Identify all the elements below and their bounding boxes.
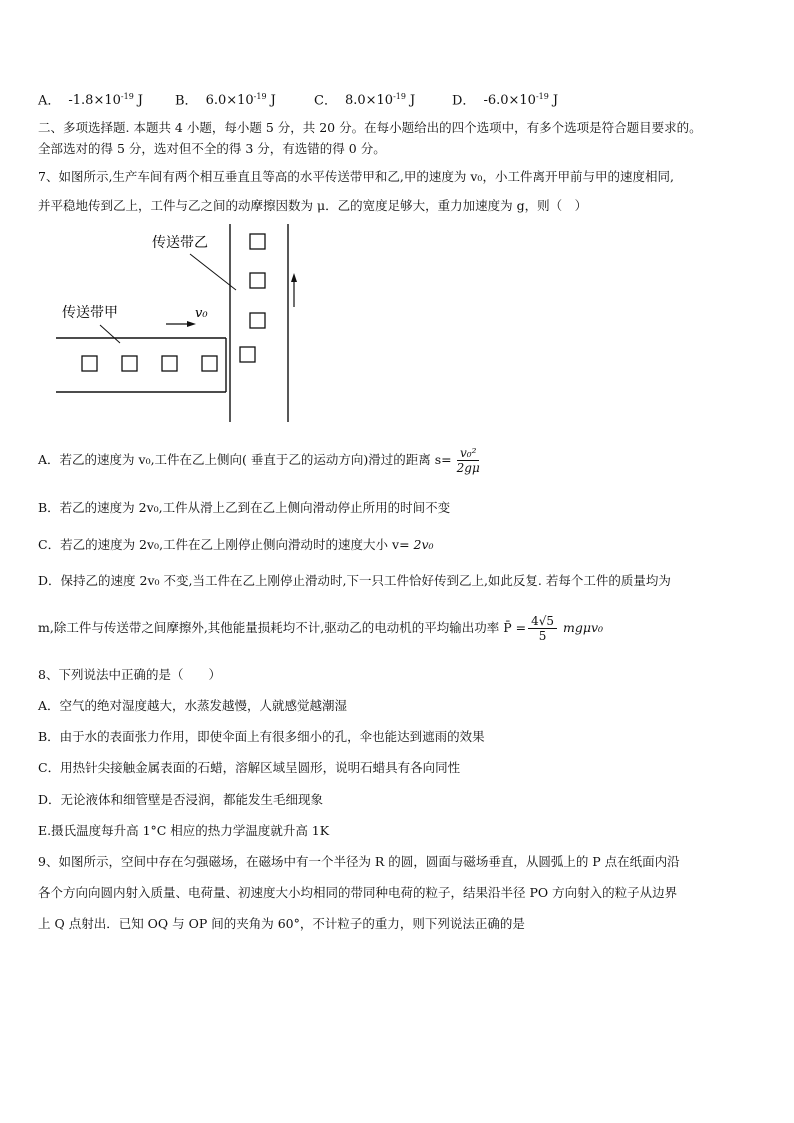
q8-option-b: B．由于水的表面张力作用，即使伞面上有很多细小的孔，伞也能达到遮雨的效果 xyxy=(38,729,485,744)
q7-option-d-line1: D．保持乙的速度 2v₀ 不变,当工件在乙上刚停止滑动时,下一只工件恰好传到乙上,如此反复. 若每个工件的质量均为 xyxy=(38,573,671,588)
q8-option-a: A．空气的绝对湿度越大，水蒸发越慢，人就感觉越潮湿 xyxy=(38,698,348,713)
workpiece-jia-3 xyxy=(162,356,177,371)
q8-option-c: C．用热针尖接触金属表面的石蜡，溶解区域呈圆形，说明石蜡具有各向同性 xyxy=(38,760,461,775)
q9-stem-line3: 上 Q 点射出．已知 OQ 与 OP 间的夹角为 60°，不计粒子的重力，则下列说法正确的是 xyxy=(38,916,525,931)
q8-option-d: D．无论液体和细管壁是否浸润，都能发生毛细现象 xyxy=(38,792,324,807)
q6-option-d: D． $-6.0\times 10^{-19}$ J xyxy=(452,92,559,109)
q6-option-b: B． $6.0\times 10^{-19}$ J xyxy=(175,92,276,109)
q6-option-c: C． $8.0\times 10^{-19}$ J xyxy=(314,92,416,109)
q8-option-e: E.摄氏温度每升高 1°C 相应的热力学温度就升高 1K xyxy=(38,823,330,838)
leader-belt-jia xyxy=(100,325,120,343)
q9-stem-line1: 9、如图所示，空间中存在匀强磁场，在磁场中有一个半径为 R 的圆，圆面与磁场垂直，从圆弧上的 P 点在纸面内沿 xyxy=(38,854,680,869)
q7-a-fraction: $\frac{\text{v₀²}}{2g\mu}$ xyxy=(456,446,480,475)
q7-option-d-line2: m,除工件与传送带之间摩擦外,其他能量损耗均不计,驱动乙的电动机的平均输出功率 P̄ = $\frac{4√5}{5}$ mgμv₀ xyxy=(38,614,604,643)
q8-stem: 8、下列说法中正确的是（ ） xyxy=(38,667,221,682)
v0-label: v₀ xyxy=(195,306,208,321)
label-belt-jia: 传送带甲 xyxy=(62,305,118,321)
jia-direction-arrow-head xyxy=(187,321,196,327)
q7-option-c: C．若乙的速度为 2v₀,工件在乙上刚停止侧向滑动时的速度大小 v= 2v₀ xyxy=(38,537,434,552)
leader-belt-yi xyxy=(190,254,236,290)
q7-option-a: A．若乙的速度为 v₀,工件在乙上侧向( 垂直于乙的运动方向)滑过的距离 s= $\frac{\text{v₀²}}{2g\mu}$ xyxy=(38,446,485,475)
workpiece-yi-3 xyxy=(250,313,265,328)
yi-direction-arrow-head xyxy=(291,273,297,282)
workpiece-yi-4 xyxy=(240,347,255,362)
q7-stem-line2: 并平稳地传到乙上，工件与乙之间的动摩擦因数为 μ．乙的宽度足够大，重力加速度为 g，则（ ） xyxy=(38,198,588,213)
workpiece-jia-4 xyxy=(202,356,217,371)
label-belt-yi: 传送带乙 xyxy=(152,235,208,251)
workpiece-jia-1 xyxy=(82,356,97,371)
q7-stem-line1: 7、如图所示,生产车间有两个相互垂直且等高的水平传送带甲和乙,甲的速度为 v₀，小工件离开甲前与甲的速度相同, xyxy=(38,169,674,184)
q6-options-row xyxy=(38,88,758,108)
workpiece-jia-2 xyxy=(122,356,137,371)
q6-option-a: A． $-1.8\times 10^{-19}$ J xyxy=(38,92,144,109)
section2-instructions-line2: 全部选对的得 5 分，选对但不全的得 3 分，有选错的得 0 分。 xyxy=(38,141,386,156)
section2-instructions-line1: 二、多项选择题. 本题共 4 小题，每小题 5 分，共 20 分。在每小题给出的四个选项中，有多个选项是符合题目要求的。 xyxy=(38,120,702,135)
workpiece-yi-2 xyxy=(250,273,265,288)
workpiece-yi-1 xyxy=(250,234,265,249)
q7-d-fraction: $\frac{4√5}{5}$ xyxy=(528,614,557,643)
q7-option-b: B．若乙的速度为 2v₀,工件从滑上乙到在乙上侧向滑动停止所用的时间不变 xyxy=(38,500,451,515)
q7-conveyor-figure xyxy=(40,222,320,427)
q9-stem-line2: 各个方向向圆内射入质量、电荷量、初速度大小均相同的带同种电荷的粒子，结果沿半径 PO 方向射入的粒子从边界 xyxy=(38,885,678,900)
